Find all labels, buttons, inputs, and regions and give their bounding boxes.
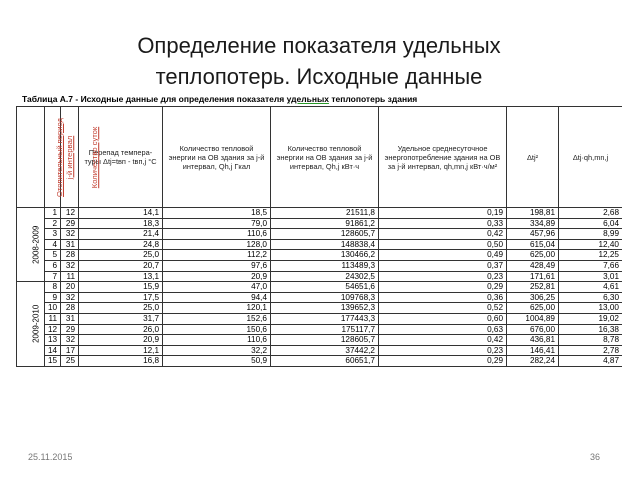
table-row [17, 218, 623, 229]
cell-q: 0,49 [379, 250, 507, 261]
cell-kwh: 21511,8 [271, 208, 379, 219]
table-row [17, 356, 623, 367]
cell-temp: 31,7 [79, 313, 163, 324]
cell-gcal: 47,0 [163, 282, 271, 293]
table-body [17, 208, 623, 367]
cell-dt2: 1004,89 [507, 313, 559, 324]
cell-temp: 21,4 [79, 229, 163, 240]
table-row [17, 208, 623, 219]
cell-interval: 8 [45, 282, 61, 293]
header-heat-kwh: Количество тепловой энергии на ОВ здания за j-й интервал, Qh,j кВт·ч [271, 107, 379, 208]
cell-prod: 6,30 [559, 292, 623, 303]
cell-days: 29 [61, 324, 79, 335]
cell-prod: 2,78 [559, 345, 623, 356]
period-label: 2008-2009 [31, 225, 41, 264]
cell-temp: 18,3 [79, 218, 163, 229]
table-row [17, 292, 623, 303]
table-row [17, 260, 623, 271]
cell-prod: 16,38 [559, 324, 623, 335]
header-product: Δtj·qh,mn,j [559, 107, 623, 208]
cell-dt2: 615,04 [507, 239, 559, 250]
cell-kwh: 24302,5 [271, 271, 379, 282]
cell-temp: 15,9 [79, 282, 163, 293]
cell-q: 0,37 [379, 260, 507, 271]
cell-interval: 9 [45, 292, 61, 303]
cell-interval: 4 [45, 239, 61, 250]
cell-temp: 13,1 [79, 271, 163, 282]
table-row [17, 313, 623, 324]
cell-days: 11 [61, 271, 79, 282]
cell-q: 0,42 [379, 229, 507, 240]
cell-dt2: 306,25 [507, 292, 559, 303]
cell-days: 32 [61, 229, 79, 240]
cell-gcal: 128,0 [163, 239, 271, 250]
cell-q: 0,50 [379, 239, 507, 250]
cell-dt2: 282,24 [507, 356, 559, 367]
cell-interval: 13 [45, 335, 61, 346]
cell-dt2: 625,00 [507, 250, 559, 261]
cell-days: 28 [61, 303, 79, 314]
table-row [17, 345, 623, 356]
cell-gcal: 18,5 [163, 208, 271, 219]
cell-dt2: 171,61 [507, 271, 559, 282]
cell-temp: 26,0 [79, 324, 163, 335]
cell-kwh: 60651,7 [271, 356, 379, 367]
cell-q: 0,23 [379, 345, 507, 356]
cell-interval: 7 [45, 271, 61, 282]
cell-kwh: 37442,2 [271, 345, 379, 356]
cell-q: 0,52 [379, 303, 507, 314]
cell-temp: 16,8 [79, 356, 163, 367]
slide-title-line-2: теплопотерь. Исходные данные [155, 64, 483, 89]
period-cell [17, 282, 45, 367]
caption-suffix: теплопотерь здания [328, 94, 418, 104]
cell-dt2: 457,96 [507, 229, 559, 240]
cell-q: 0,19 [379, 208, 507, 219]
cell-gcal: 20,9 [163, 271, 271, 282]
cell-interval: 3 [45, 229, 61, 240]
cell-prod: 8,78 [559, 335, 623, 346]
cell-prod: 4,61 [559, 282, 623, 293]
cell-kwh: 139652,3 [271, 303, 379, 314]
cell-dt2: 676,00 [507, 324, 559, 335]
cell-gcal: 112,2 [163, 250, 271, 261]
cell-dt2: 252,81 [507, 282, 559, 293]
cell-days: 32 [61, 292, 79, 303]
cell-dt2: 428,49 [507, 260, 559, 271]
cell-interval: 6 [45, 260, 61, 271]
cell-gcal: 94,4 [163, 292, 271, 303]
table-row [17, 324, 623, 335]
cell-q: 0,23 [379, 271, 507, 282]
cell-prod: 4,87 [559, 356, 623, 367]
cell-interval: 1 [45, 208, 61, 219]
table-row [17, 335, 623, 346]
cell-gcal: 152,6 [163, 313, 271, 324]
cell-gcal: 150,6 [163, 324, 271, 335]
cell-gcal: 32,2 [163, 345, 271, 356]
cell-kwh: 148838,4 [271, 239, 379, 250]
cell-days: 12 [61, 208, 79, 219]
cell-q: 0,33 [379, 218, 507, 229]
cell-temp: 12,1 [79, 345, 163, 356]
cell-days: 32 [61, 335, 79, 346]
cell-temp: 14,1 [79, 208, 163, 219]
period-cell [17, 208, 45, 282]
cell-days: 20 [61, 282, 79, 293]
cell-q: 0,29 [379, 282, 507, 293]
cell-q: 0,60 [379, 313, 507, 324]
cell-kwh: 113489,3 [271, 260, 379, 271]
footer-date: 25.11.2015 [28, 452, 73, 462]
cell-interval: 14 [45, 345, 61, 356]
cell-days: 32 [61, 260, 79, 271]
cell-temp: 25,0 [79, 303, 163, 314]
cell-prod: 12,40 [559, 239, 623, 250]
cell-interval: 5 [45, 250, 61, 261]
cell-interval: 2 [45, 218, 61, 229]
cell-dt2: 146,41 [507, 345, 559, 356]
cell-days: 17 [61, 345, 79, 356]
cell-prod: 19,02 [559, 313, 623, 324]
cell-prod: 3,01 [559, 271, 623, 282]
cell-kwh: 109768,3 [271, 292, 379, 303]
cell-interval: 10 [45, 303, 61, 314]
cell-q: 0,63 [379, 324, 507, 335]
header-temp: Перепад темпера-туры Δtj=tвп - tвп,j °C [79, 107, 163, 208]
table-row [17, 229, 623, 240]
cell-q: 0,42 [379, 335, 507, 346]
cell-temp: 24,8 [79, 239, 163, 250]
cell-gcal: 50,9 [163, 356, 271, 367]
cell-kwh: 177443,3 [271, 313, 379, 324]
cell-dt2: 334,89 [507, 218, 559, 229]
cell-days: 29 [61, 218, 79, 229]
cell-q: 0,29 [379, 356, 507, 367]
table-row [17, 239, 623, 250]
footer-page-number: 36 [590, 452, 601, 462]
cell-days: 28 [61, 250, 79, 261]
cell-interval: 15 [45, 356, 61, 367]
cell-gcal: 79,0 [163, 218, 271, 229]
cell-gcal: 120,1 [163, 303, 271, 314]
cell-q: 0,36 [379, 292, 507, 303]
cell-prod: 6,04 [559, 218, 623, 229]
table-row [17, 282, 623, 293]
data-table [16, 106, 622, 367]
cell-temp: 25,0 [79, 250, 163, 261]
table-row [17, 271, 623, 282]
cell-temp: 20,7 [79, 260, 163, 271]
cell-temp: 20,9 [79, 335, 163, 346]
cell-interval: 12 [45, 324, 61, 335]
period-label: 2009-2010 [31, 304, 41, 344]
caption-prefix: Таблица А.7 - Исходные данные для определения показателя [22, 94, 287, 104]
cell-days: 25 [61, 356, 79, 367]
cell-days: 31 [61, 313, 79, 324]
cell-kwh: 130466,2 [271, 250, 379, 261]
slide-title-line-1: Определение показателя удельных [137, 33, 501, 58]
header-specific: Удельное среднесуточное энергопотребление здания на ОВ за j-й интервал, qh,mn,j кВт·ч/м² [379, 107, 507, 208]
table-row [17, 250, 623, 261]
cell-prod: 8,99 [559, 229, 623, 240]
cell-gcal: 110,6 [163, 335, 271, 346]
cell-prod: 2,68 [559, 208, 623, 219]
cell-kwh: 128605,7 [271, 335, 379, 346]
cell-dt2: 436,81 [507, 335, 559, 346]
cell-kwh: 91861,2 [271, 218, 379, 229]
cell-interval: 11 [45, 313, 61, 324]
cell-prod: 13,00 [559, 303, 623, 314]
header-period: Отопительный период [17, 107, 45, 208]
cell-gcal: 110,6 [163, 229, 271, 240]
cell-dt2: 625,00 [507, 303, 559, 314]
table-row [17, 303, 623, 314]
header-heat-gcal: Количество тепловой энергии на ОВ здания за j-й интервал, Qh,j Гкал [163, 107, 271, 208]
header-row [17, 107, 623, 208]
table-image [16, 93, 622, 383]
caption-underlined: удельных [286, 94, 329, 104]
slide-title [40, 30, 598, 92]
header-days: Количество суток [61, 107, 79, 208]
cell-kwh: 128605,7 [271, 229, 379, 240]
cell-kwh: 54651,6 [271, 282, 379, 293]
cell-dt2: 198,81 [507, 208, 559, 219]
cell-kwh: 175117,7 [271, 324, 379, 335]
cell-prod: 12,25 [559, 250, 623, 261]
cell-gcal: 97,6 [163, 260, 271, 271]
cell-prod: 7,66 [559, 260, 623, 271]
header-dt2: Δtj² [507, 107, 559, 208]
header-interval: j-й интервал [45, 107, 61, 208]
cell-temp: 17,5 [79, 292, 163, 303]
table-caption [22, 93, 622, 105]
cell-days: 31 [61, 239, 79, 250]
